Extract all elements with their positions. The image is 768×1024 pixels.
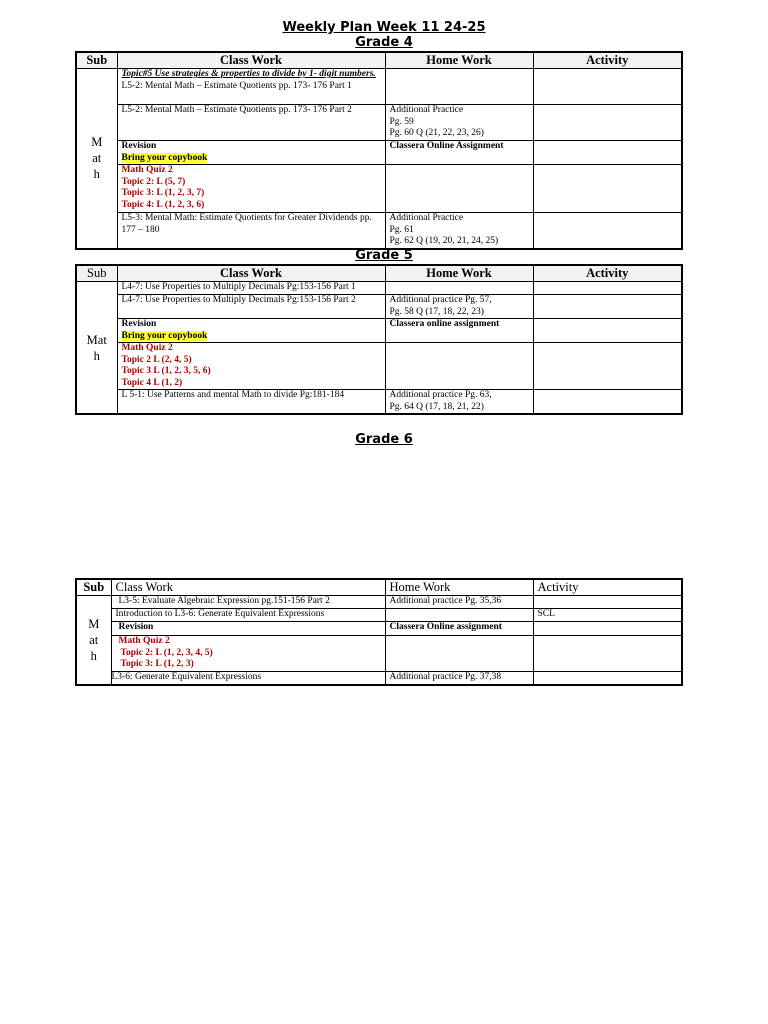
homework-text: Pg. 58 Q (17, 18, 22, 23)	[389, 306, 484, 317]
subject-cell	[76, 282, 117, 415]
lesson-text: L4-7: Use Properties to Multiply Decimals Pg:153-156 Part 1	[121, 282, 356, 292]
lesson-text: L5-2: Mental Math – Estimate Quotients pp. 173- 176 Part 1	[121, 80, 352, 91]
home-work-cell	[385, 596, 533, 609]
class-work-cell	[117, 319, 385, 343]
subject-cell	[76, 596, 111, 685]
quiz-topic: Topic 4: L (1, 2, 3, 6)	[121, 199, 205, 210]
class-work-cell	[117, 69, 385, 105]
class-work-header: Class Work	[111, 579, 385, 596]
table-row	[76, 636, 682, 672]
revision-text: Revision	[121, 141, 157, 151]
activity-cell	[533, 282, 682, 295]
table-row	[76, 282, 682, 295]
home-work-header: Home Work	[385, 579, 533, 596]
home-work-cell	[385, 609, 533, 622]
activity-cell	[533, 390, 682, 415]
subject-text: h	[90, 648, 97, 663]
activity-cell	[533, 319, 682, 343]
table-row	[76, 105, 682, 141]
table-row	[76, 69, 682, 105]
homework-text: Pg. 61	[389, 224, 414, 235]
class-work-cell	[117, 343, 385, 390]
class-work-cell	[117, 390, 385, 415]
home-work-cell	[385, 390, 533, 415]
home-work-cell	[385, 343, 533, 390]
class-work-cell	[117, 295, 385, 319]
homework-text: Additional Practice	[389, 213, 464, 223]
grade6-table	[75, 578, 683, 686]
copybook-reminder: Bring your copybook	[121, 152, 208, 163]
home-work-cell	[385, 69, 533, 105]
subject-cell	[76, 69, 117, 249]
table-row	[76, 390, 682, 415]
table-row	[76, 319, 682, 343]
homework-text: Additional Practice	[389, 105, 464, 115]
copybook-reminder: Bring your copybook	[121, 330, 208, 341]
home-work-header: Home Work	[385, 265, 533, 282]
home-work-cell	[385, 295, 533, 319]
activity-cell	[533, 609, 682, 622]
home-work-cell	[385, 636, 533, 672]
homework-text: Classera Online Assignment	[389, 141, 504, 151]
class-work-cell	[117, 105, 385, 141]
class-work-cell	[117, 141, 385, 165]
sub-header: Sub	[76, 265, 117, 282]
class-work-header: Class Work	[117, 52, 385, 69]
activity-cell	[533, 672, 682, 685]
table-row	[76, 295, 682, 319]
topic-title: Topic#5 Use strategies & properties to divide by 1- digit numbers.	[121, 69, 376, 79]
header-row	[76, 579, 682, 596]
quiz-topic: Topic 3: L (1, 2, 3)	[120, 659, 194, 669]
activity-cell	[533, 636, 682, 672]
class-work-cell	[117, 282, 385, 295]
table-row	[76, 609, 682, 622]
lesson-text: L5-3: Mental Math: Estimate Quotients for Greater Dividends pp. 177 – 180	[121, 213, 372, 235]
home-work-header: Home Work	[385, 52, 533, 69]
activity-cell	[533, 141, 682, 165]
table-row	[76, 213, 682, 249]
activity-header: Activity	[533, 52, 682, 69]
quiz-topic: Topic 4 L (1, 2)	[121, 377, 183, 388]
lesson-text: L 5-1: Use Patterns and mental Math to divide Pg:181-184	[121, 390, 345, 400]
home-work-cell	[385, 282, 533, 295]
quiz-topic: Topic 2: L (1, 2, 3, 4, 5)	[120, 647, 213, 658]
homework-text: Pg. 62 Q (19, 20, 21, 24, 25)	[389, 236, 499, 246]
class-work-cell	[111, 596, 385, 609]
grade4-heading: Grade 4	[355, 35, 413, 50]
home-work-cell	[385, 213, 533, 249]
activity-cell	[533, 343, 682, 390]
homework-text: Classera Online assignment	[389, 622, 502, 632]
homework-text: Pg. 59	[389, 116, 414, 127]
quiz-topic: Topic 3 L (1, 2, 3, 5, 6)	[121, 366, 211, 376]
table-row	[76, 165, 682, 213]
quiz-topic: Topic 2 L (2, 4, 5)	[121, 354, 192, 365]
homework-text: Additional practice Pg. 57,	[389, 295, 492, 305]
lesson-text: L5-2: Mental Math – Estimate Quotients pp. 173- 176 Part 2	[121, 105, 352, 115]
page-title: Weekly Plan Week 11 24-25	[282, 20, 486, 35]
homework-text: Additional practice Pg. 37,38	[389, 672, 502, 682]
homework-text: Classera online assignment	[389, 319, 500, 329]
subject-text: Mat	[86, 332, 107, 347]
subject-text: at	[89, 632, 99, 647]
revision-text: Revision	[121, 319, 157, 329]
sub-header: Sub	[76, 52, 117, 69]
grade5-table	[75, 264, 683, 415]
home-work-cell	[385, 319, 533, 343]
home-work-cell	[385, 105, 533, 141]
grade5-heading: Grade 5	[355, 248, 413, 263]
quiz-title: Math Quiz 2	[121, 165, 173, 175]
home-work-cell	[385, 165, 533, 213]
quiz-topic: Topic 3: L (1, 2, 3, 7)	[121, 188, 205, 198]
subject-text: at	[92, 151, 102, 166]
activity-cell	[533, 165, 682, 213]
table-row	[76, 596, 682, 609]
homework-text: Additional practice Pg. 35,36	[389, 596, 502, 606]
activity-header: Activity	[533, 579, 682, 596]
activity-cell	[533, 69, 682, 105]
subject-text: h	[93, 348, 100, 363]
homework-text: Pg. 60 Q (21, 22, 23, 26)	[389, 128, 484, 138]
home-work-cell	[385, 622, 533, 636]
class-work-header: Class Work	[117, 265, 385, 282]
lesson-text: L3-5: Evaluate Algebraic Expression pg.151-156 Part 2	[118, 596, 330, 606]
home-work-cell	[385, 672, 533, 685]
header-row	[76, 52, 682, 69]
grade4-table	[75, 51, 683, 250]
table-row	[76, 622, 682, 636]
home-work-cell	[385, 141, 533, 165]
homework-text: Pg. 64 Q (17, 18, 21, 22)	[389, 401, 484, 412]
class-work-cell	[117, 213, 385, 249]
quiz-title: Math Quiz 2	[118, 636, 170, 646]
activity-cell	[533, 213, 682, 249]
grade6-heading: Grade 6	[355, 432, 413, 447]
quiz-title: Math Quiz 2	[121, 343, 173, 353]
activity-cell	[533, 596, 682, 609]
table-row	[76, 141, 682, 165]
activity-cell	[533, 105, 682, 141]
subject-text: M	[88, 616, 100, 631]
table-row	[76, 672, 682, 685]
activity-text: SCL	[537, 609, 555, 619]
table-row	[76, 343, 682, 390]
activity-cell	[533, 622, 682, 636]
lesson-text: L4-7: Use Properties to Multiply Decimals Pg:153-156 Part 2	[121, 295, 356, 305]
sub-header: Sub	[76, 579, 111, 596]
revision-text: Revision	[118, 622, 154, 632]
subject-text: h	[93, 167, 100, 182]
class-work-cell	[117, 165, 385, 213]
activity-cell	[533, 295, 682, 319]
lesson-text: Introduction to L3-6: Generate Equivalent Expressions	[115, 609, 325, 619]
class-work-cell	[111, 672, 385, 685]
homework-text: Additional practice Pg. 63,	[389, 390, 492, 400]
class-work-cell	[111, 636, 385, 672]
header-row	[76, 265, 682, 282]
class-work-cell	[111, 622, 385, 636]
subject-text: M	[91, 135, 103, 150]
quiz-topic: Topic 2: L (5, 7)	[121, 176, 186, 187]
lesson-text: L3-6: Generate Equivalent Expressions	[111, 672, 262, 682]
activity-header: Activity	[533, 265, 682, 282]
class-work-cell	[111, 609, 385, 622]
